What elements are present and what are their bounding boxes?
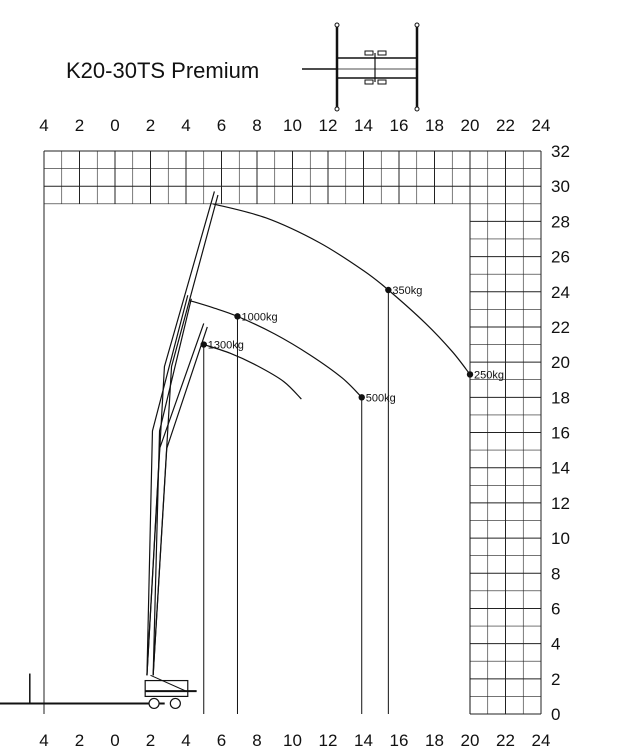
x-tick-label: 12 — [318, 116, 338, 135]
crane-boom-drawing — [0, 191, 218, 708]
boom-mid — [147, 295, 188, 675]
x-tick-label: 22 — [496, 116, 515, 135]
y-tick-label: 16 — [551, 423, 570, 443]
y-tick-label: 22 — [551, 317, 570, 337]
y-tick-label: 30 — [551, 177, 570, 197]
load-point-label: 350kg — [392, 284, 423, 297]
y-tick-label: 32 — [551, 142, 570, 161]
load-points — [201, 285, 504, 404]
boom-long-edge — [153, 195, 218, 675]
load-point — [359, 394, 365, 400]
x-tick-label: 10 — [283, 116, 302, 135]
x-tick-label: 6 — [216, 731, 227, 750]
x-tick-label: 4 — [181, 116, 191, 135]
x-tick-label: 4 — [181, 731, 191, 750]
x-tick-label: 4 — [39, 116, 49, 135]
x-tick-label: 12 — [318, 731, 338, 750]
x-tick-label: 2 — [74, 731, 85, 750]
load-curves — [190, 204, 470, 399]
load-point-label: 250kg — [474, 369, 504, 382]
load-point-label: 1000kg — [241, 311, 278, 324]
load-point — [385, 287, 391, 293]
x-tick-label: 4 — [39, 731, 49, 750]
y-axis — [551, 142, 570, 724]
x-tick-label: 0 — [110, 116, 120, 135]
x-tick-label: 24 — [531, 731, 551, 750]
load-point — [201, 341, 207, 347]
base-brace — [151, 675, 187, 691]
x-tick-label: 2 — [145, 116, 156, 135]
x-tick-label: 10 — [283, 731, 302, 750]
y-tick-label: 0 — [551, 705, 561, 724]
x-tick-label: 2 — [145, 731, 156, 750]
y-tick-label: 28 — [551, 212, 570, 232]
x-axis-bottom — [39, 731, 550, 750]
working-envelope — [204, 290, 470, 714]
x-tick-label: 20 — [460, 116, 480, 135]
x-tick-label: 0 — [110, 731, 120, 750]
y-tick-label: 6 — [551, 599, 561, 619]
y-tick-label: 10 — [551, 529, 570, 549]
load-point-label: 500kg — [365, 392, 396, 405]
load-curve-3 — [204, 345, 302, 400]
x-tick-label: 22 — [496, 731, 515, 750]
y-tick-label: 26 — [551, 247, 570, 267]
x-tick-label: 14 — [354, 731, 373, 750]
chart-grid — [44, 151, 541, 714]
y-tick-label: 4 — [551, 634, 561, 654]
chart-title: K20-30TS Premium — [66, 58, 260, 83]
x-tick-label: 8 — [252, 731, 262, 750]
x-tick-label: 18 — [425, 116, 444, 135]
x-tick-label: 14 — [354, 116, 373, 135]
y-tick-label: 8 — [551, 564, 561, 584]
x-tick-label: 2 — [74, 116, 85, 135]
load-curve-1 — [213, 204, 470, 375]
y-tick-label: 18 — [551, 388, 570, 408]
x-tick-label: 6 — [216, 116, 227, 135]
y-tick-label: 14 — [551, 458, 570, 478]
y-tick-label: 2 — [551, 669, 561, 689]
y-tick-label: 20 — [551, 353, 570, 373]
y-tick-label: 24 — [551, 282, 570, 302]
boom-short-edge — [153, 327, 207, 675]
x-tick-label: 16 — [389, 116, 409, 135]
boom-short — [147, 323, 204, 675]
x-axis-top — [39, 116, 550, 135]
crane-top-view-icon — [302, 23, 419, 111]
wheel — [170, 698, 180, 708]
y-tick-label: 12 — [551, 493, 570, 513]
load-point-label: 1300kg — [207, 339, 244, 352]
x-tick-label: 8 — [252, 116, 262, 135]
x-tick-label: 18 — [425, 731, 444, 750]
x-tick-label: 20 — [460, 731, 480, 750]
load-point — [234, 313, 240, 319]
load-point — [467, 371, 473, 377]
x-tick-label: 24 — [531, 116, 551, 135]
x-tick-label: 16 — [389, 731, 409, 750]
wheel — [149, 698, 159, 708]
